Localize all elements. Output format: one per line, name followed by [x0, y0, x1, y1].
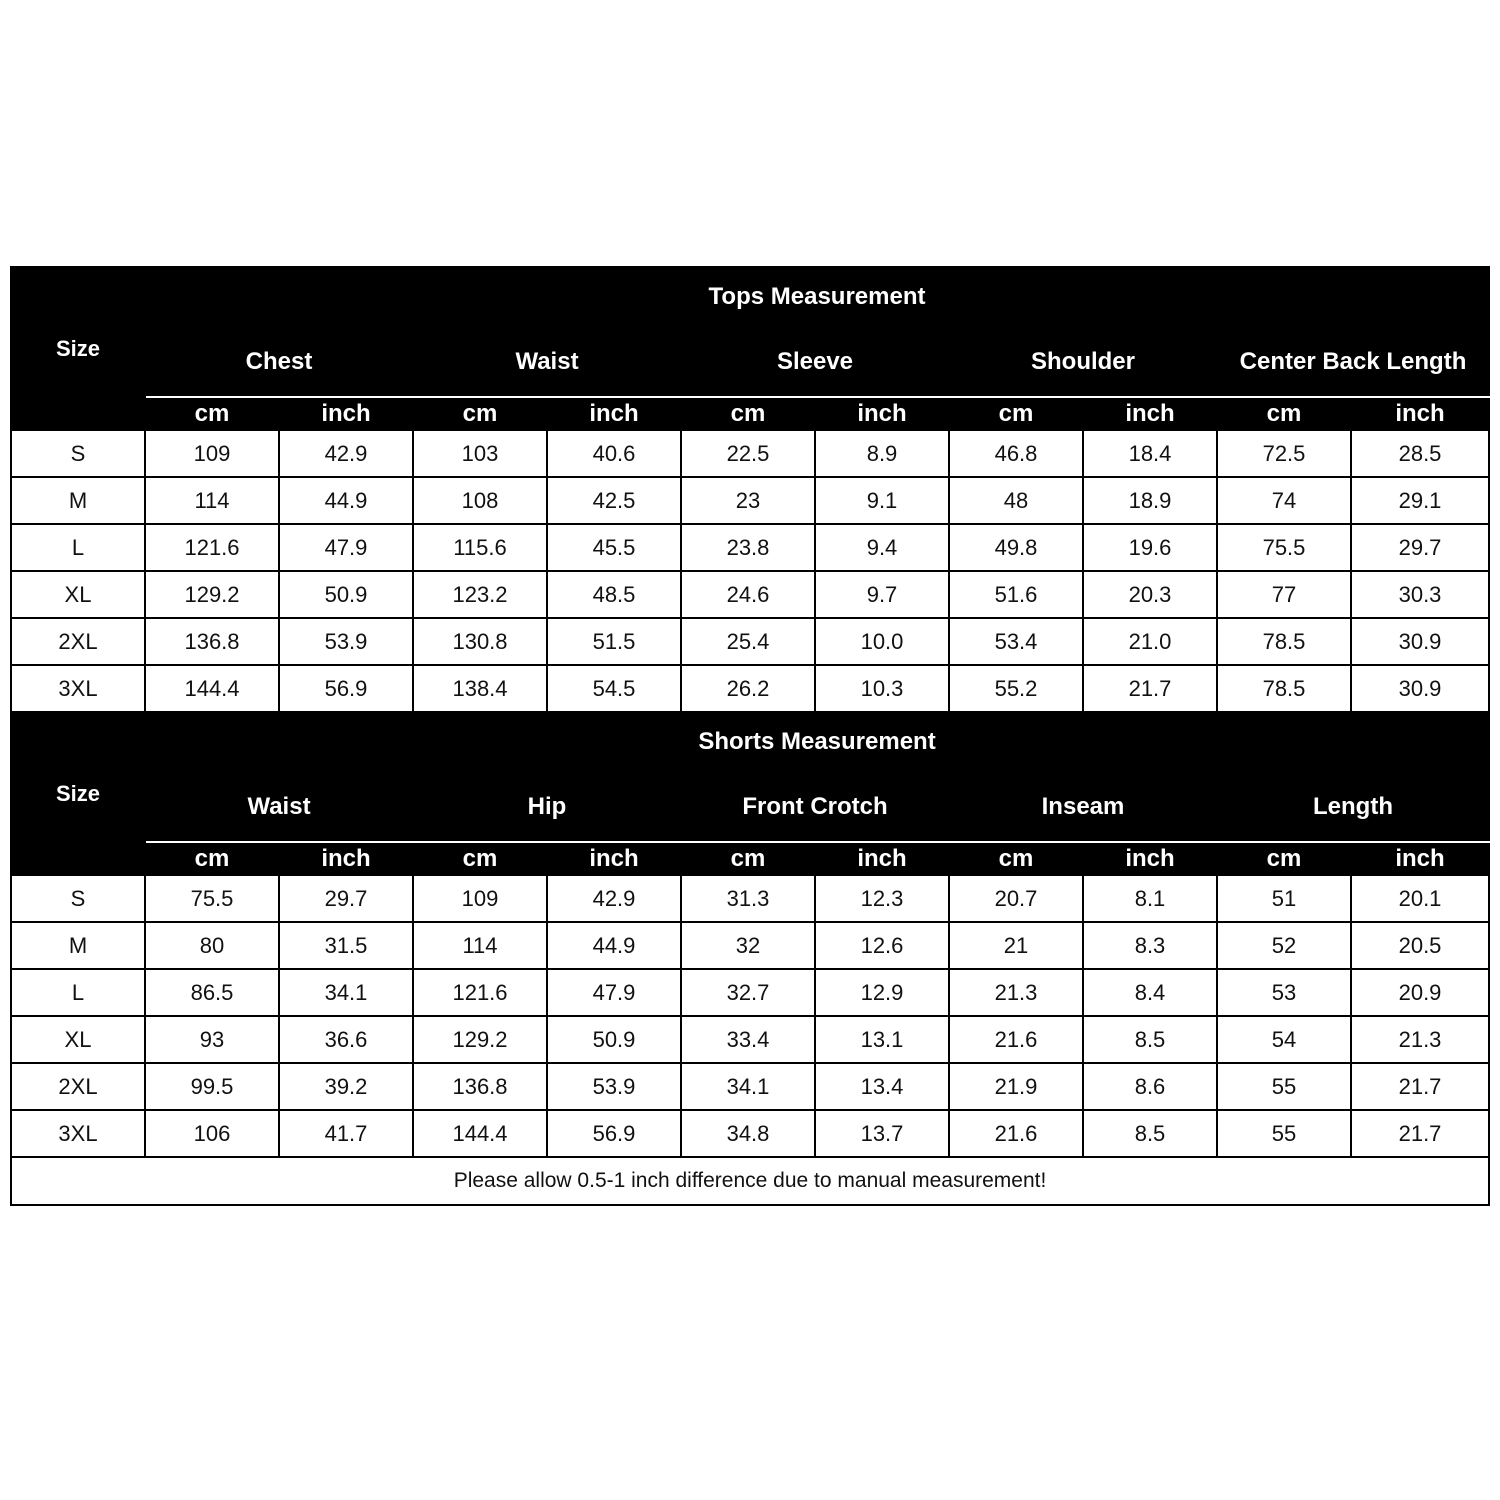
tops-value-cell: 45.5 — [547, 524, 681, 571]
shorts-section — [11, 712, 1489, 1157]
tops-value-cell: 30.9 — [1351, 665, 1489, 712]
shorts-value-cell: 109 — [413, 875, 547, 922]
table-row — [11, 571, 1489, 618]
shorts-value-cell: 12.3 — [815, 875, 949, 922]
tops-value-cell: 20.3 — [1083, 571, 1217, 618]
shorts-group-length: Length — [1217, 772, 1489, 842]
tops-title-row — [11, 267, 1489, 327]
shorts-value-cell: 8.3 — [1083, 922, 1217, 969]
tops-value-cell: 54.5 — [547, 665, 681, 712]
note-section — [11, 1157, 1489, 1205]
shorts-value-cell: 136.8 — [413, 1063, 547, 1110]
shorts-unit-hip-cm: cm — [413, 842, 547, 875]
shorts-value-cell: 75.5 — [145, 875, 279, 922]
shorts-value-cell: 12.6 — [815, 922, 949, 969]
tops-value-cell: 44.9 — [279, 477, 413, 524]
shorts-unit-hip-inch: inch — [547, 842, 681, 875]
shorts-value-cell: 47.9 — [547, 969, 681, 1016]
tops-size-header: Size — [11, 267, 145, 430]
shorts-value-cell: 13.7 — [815, 1110, 949, 1157]
tops-value-cell: 50.9 — [279, 571, 413, 618]
shorts-value-cell: 53.9 — [547, 1063, 681, 1110]
tops-value-cell: 21.0 — [1083, 618, 1217, 665]
table-row — [11, 477, 1489, 524]
shorts-value-cell: 21 — [949, 922, 1083, 969]
shorts-value-cell: 21.7 — [1351, 1063, 1489, 1110]
tops-value-cell: 114 — [145, 477, 279, 524]
shorts-unit-length-cm: cm — [1217, 842, 1351, 875]
tops-title: Tops Measurement — [145, 267, 1489, 327]
table-row — [11, 665, 1489, 712]
shorts-unit-front-crotch-inch: inch — [815, 842, 949, 875]
shorts-value-cell: 129.2 — [413, 1016, 547, 1063]
tops-value-cell: 56.9 — [279, 665, 413, 712]
size-chart-table — [10, 266, 1490, 1206]
shorts-unit-inseam-inch: inch — [1083, 842, 1217, 875]
table-row — [11, 875, 1489, 922]
shorts-group-hip: Hip — [413, 772, 681, 842]
shorts-size-cell: 3XL — [11, 1110, 145, 1157]
tops-value-cell: 78.5 — [1217, 665, 1351, 712]
shorts-title: Shorts Measurement — [145, 712, 1489, 772]
shorts-value-cell: 13.4 — [815, 1063, 949, 1110]
tops-value-cell: 23.8 — [681, 524, 815, 571]
tops-value-cell: 53.9 — [279, 618, 413, 665]
shorts-value-cell: 21.3 — [1351, 1016, 1489, 1063]
shorts-value-cell: 34.8 — [681, 1110, 815, 1157]
shorts-value-cell: 8.5 — [1083, 1016, 1217, 1063]
tops-unit-waist-inch: inch — [547, 397, 681, 430]
tops-value-cell: 121.6 — [145, 524, 279, 571]
tops-unit-sleeve-cm: cm — [681, 397, 815, 430]
shorts-value-cell: 8.6 — [1083, 1063, 1217, 1110]
tops-value-cell: 103 — [413, 430, 547, 477]
shorts-value-cell: 20.9 — [1351, 969, 1489, 1016]
table-row — [11, 1110, 1489, 1157]
shorts-value-cell: 55 — [1217, 1110, 1351, 1157]
note-row — [11, 1157, 1489, 1205]
table-row — [11, 618, 1489, 665]
tops-value-cell: 29.7 — [1351, 524, 1489, 571]
tops-value-cell: 115.6 — [413, 524, 547, 571]
tops-value-cell: 10.0 — [815, 618, 949, 665]
shorts-unit-front-crotch-cm: cm — [681, 842, 815, 875]
shorts-value-cell: 80 — [145, 922, 279, 969]
shorts-value-cell: 21.7 — [1351, 1110, 1489, 1157]
tops-unit-waist-cm: cm — [413, 397, 547, 430]
tops-value-cell: 72.5 — [1217, 430, 1351, 477]
shorts-value-cell: 32 — [681, 922, 815, 969]
shorts-value-cell: 54 — [1217, 1016, 1351, 1063]
tops-group-row — [11, 327, 1489, 397]
tops-unit-row — [11, 397, 1489, 430]
shorts-value-cell: 106 — [145, 1110, 279, 1157]
shorts-value-cell: 20.5 — [1351, 922, 1489, 969]
tops-size-cell: L — [11, 524, 145, 571]
tops-value-cell: 30.3 — [1351, 571, 1489, 618]
measurement-note: Please allow 0.5-1 inch difference due to manual measurement! — [11, 1157, 1489, 1205]
shorts-value-cell: 12.9 — [815, 969, 949, 1016]
shorts-value-cell: 34.1 — [681, 1063, 815, 1110]
shorts-value-cell: 21.6 — [949, 1110, 1083, 1157]
shorts-value-cell: 144.4 — [413, 1110, 547, 1157]
shorts-value-cell: 8.4 — [1083, 969, 1217, 1016]
tops-value-cell: 75.5 — [1217, 524, 1351, 571]
tops-group-center-back-length: Center Back Length — [1217, 327, 1489, 397]
shorts-value-cell: 31.5 — [279, 922, 413, 969]
shorts-value-cell: 33.4 — [681, 1016, 815, 1063]
tops-value-cell: 42.5 — [547, 477, 681, 524]
tops-value-cell: 25.4 — [681, 618, 815, 665]
shorts-value-cell: 121.6 — [413, 969, 547, 1016]
shorts-group-inseam: Inseam — [949, 772, 1217, 842]
tops-value-cell: 30.9 — [1351, 618, 1489, 665]
shorts-value-cell: 99.5 — [145, 1063, 279, 1110]
tops-value-cell: 48 — [949, 477, 1083, 524]
tops-size-cell: S — [11, 430, 145, 477]
shorts-size-cell: M — [11, 922, 145, 969]
shorts-size-header: Size — [11, 712, 145, 875]
shorts-value-cell: 56.9 — [547, 1110, 681, 1157]
shorts-size-cell: S — [11, 875, 145, 922]
shorts-value-cell: 44.9 — [547, 922, 681, 969]
shorts-value-cell: 55 — [1217, 1063, 1351, 1110]
shorts-unit-length-inch: inch — [1351, 842, 1489, 875]
tops-group-sleeve: Sleeve — [681, 327, 949, 397]
table-row — [11, 922, 1489, 969]
shorts-value-cell: 20.7 — [949, 875, 1083, 922]
tops-unit-center-back-length-cm: cm — [1217, 397, 1351, 430]
shorts-value-cell: 31.3 — [681, 875, 815, 922]
shorts-group-row — [11, 772, 1489, 842]
tops-unit-sleeve-inch: inch — [815, 397, 949, 430]
tops-value-cell: 48.5 — [547, 571, 681, 618]
tops-value-cell: 51.6 — [949, 571, 1083, 618]
tops-unit-center-back-length-inch: inch — [1351, 397, 1489, 430]
tops-value-cell: 51.5 — [547, 618, 681, 665]
table-row — [11, 430, 1489, 477]
tops-value-cell: 78.5 — [1217, 618, 1351, 665]
tops-value-cell: 21.7 — [1083, 665, 1217, 712]
tops-unit-chest-cm: cm — [145, 397, 279, 430]
tops-value-cell: 123.2 — [413, 571, 547, 618]
tops-value-cell: 40.6 — [547, 430, 681, 477]
tops-size-cell: 2XL — [11, 618, 145, 665]
tops-section — [11, 267, 1489, 712]
shorts-value-cell: 21.3 — [949, 969, 1083, 1016]
shorts-value-cell: 20.1 — [1351, 875, 1489, 922]
tops-value-cell: 29.1 — [1351, 477, 1489, 524]
shorts-unit-row — [11, 842, 1489, 875]
shorts-value-cell: 8.5 — [1083, 1110, 1217, 1157]
shorts-value-cell: 50.9 — [547, 1016, 681, 1063]
shorts-value-cell: 51 — [1217, 875, 1351, 922]
shorts-title-row — [11, 712, 1489, 772]
tops-group-chest: Chest — [145, 327, 413, 397]
tops-value-cell: 10.3 — [815, 665, 949, 712]
tops-value-cell: 136.8 — [145, 618, 279, 665]
table-row — [11, 969, 1489, 1016]
shorts-size-cell: 2XL — [11, 1063, 145, 1110]
tops-value-cell: 144.4 — [145, 665, 279, 712]
tops-value-cell: 24.6 — [681, 571, 815, 618]
shorts-value-cell: 21.9 — [949, 1063, 1083, 1110]
tops-value-cell: 9.1 — [815, 477, 949, 524]
tops-value-cell: 138.4 — [413, 665, 547, 712]
shorts-group-waist: Waist — [145, 772, 413, 842]
tops-value-cell: 109 — [145, 430, 279, 477]
tops-group-shoulder: Shoulder — [949, 327, 1217, 397]
shorts-value-cell: 29.7 — [279, 875, 413, 922]
shorts-value-cell: 21.6 — [949, 1016, 1083, 1063]
tops-value-cell: 19.6 — [1083, 524, 1217, 571]
shorts-value-cell: 42.9 — [547, 875, 681, 922]
tops-value-cell: 47.9 — [279, 524, 413, 571]
tops-size-cell: 3XL — [11, 665, 145, 712]
tops-value-cell: 9.4 — [815, 524, 949, 571]
tops-value-cell: 74 — [1217, 477, 1351, 524]
size-chart — [10, 266, 1488, 1206]
tops-value-cell: 53.4 — [949, 618, 1083, 665]
tops-value-cell: 18.9 — [1083, 477, 1217, 524]
shorts-value-cell: 52 — [1217, 922, 1351, 969]
shorts-size-cell: XL — [11, 1016, 145, 1063]
shorts-value-cell: 114 — [413, 922, 547, 969]
tops-value-cell: 28.5 — [1351, 430, 1489, 477]
tops-value-cell: 18.4 — [1083, 430, 1217, 477]
tops-value-cell: 130.8 — [413, 618, 547, 665]
shorts-size-cell: L — [11, 969, 145, 1016]
tops-value-cell: 23 — [681, 477, 815, 524]
table-row — [11, 1016, 1489, 1063]
shorts-value-cell: 93 — [145, 1016, 279, 1063]
table-row — [11, 524, 1489, 571]
shorts-unit-inseam-cm: cm — [949, 842, 1083, 875]
shorts-group-front-crotch: Front Crotch — [681, 772, 949, 842]
shorts-value-cell: 39.2 — [279, 1063, 413, 1110]
shorts-unit-waist-cm: cm — [145, 842, 279, 875]
tops-value-cell: 108 — [413, 477, 547, 524]
shorts-value-cell: 41.7 — [279, 1110, 413, 1157]
tops-value-cell: 26.2 — [681, 665, 815, 712]
tops-unit-shoulder-cm: cm — [949, 397, 1083, 430]
tops-value-cell: 9.7 — [815, 571, 949, 618]
tops-value-cell: 49.8 — [949, 524, 1083, 571]
tops-value-cell: 77 — [1217, 571, 1351, 618]
tops-value-cell: 42.9 — [279, 430, 413, 477]
tops-value-cell: 22.5 — [681, 430, 815, 477]
table-row — [11, 1063, 1489, 1110]
shorts-value-cell: 53 — [1217, 969, 1351, 1016]
tops-unit-chest-inch: inch — [279, 397, 413, 430]
shorts-value-cell: 8.1 — [1083, 875, 1217, 922]
tops-value-cell: 8.9 — [815, 430, 949, 477]
shorts-value-cell: 86.5 — [145, 969, 279, 1016]
shorts-unit-waist-inch: inch — [279, 842, 413, 875]
tops-value-cell: 55.2 — [949, 665, 1083, 712]
shorts-value-cell: 13.1 — [815, 1016, 949, 1063]
shorts-value-cell: 34.1 — [279, 969, 413, 1016]
tops-value-cell: 46.8 — [949, 430, 1083, 477]
tops-unit-shoulder-inch: inch — [1083, 397, 1217, 430]
shorts-value-cell: 32.7 — [681, 969, 815, 1016]
tops-size-cell: M — [11, 477, 145, 524]
tops-value-cell: 129.2 — [145, 571, 279, 618]
tops-size-cell: XL — [11, 571, 145, 618]
shorts-value-cell: 36.6 — [279, 1016, 413, 1063]
tops-group-waist: Waist — [413, 327, 681, 397]
